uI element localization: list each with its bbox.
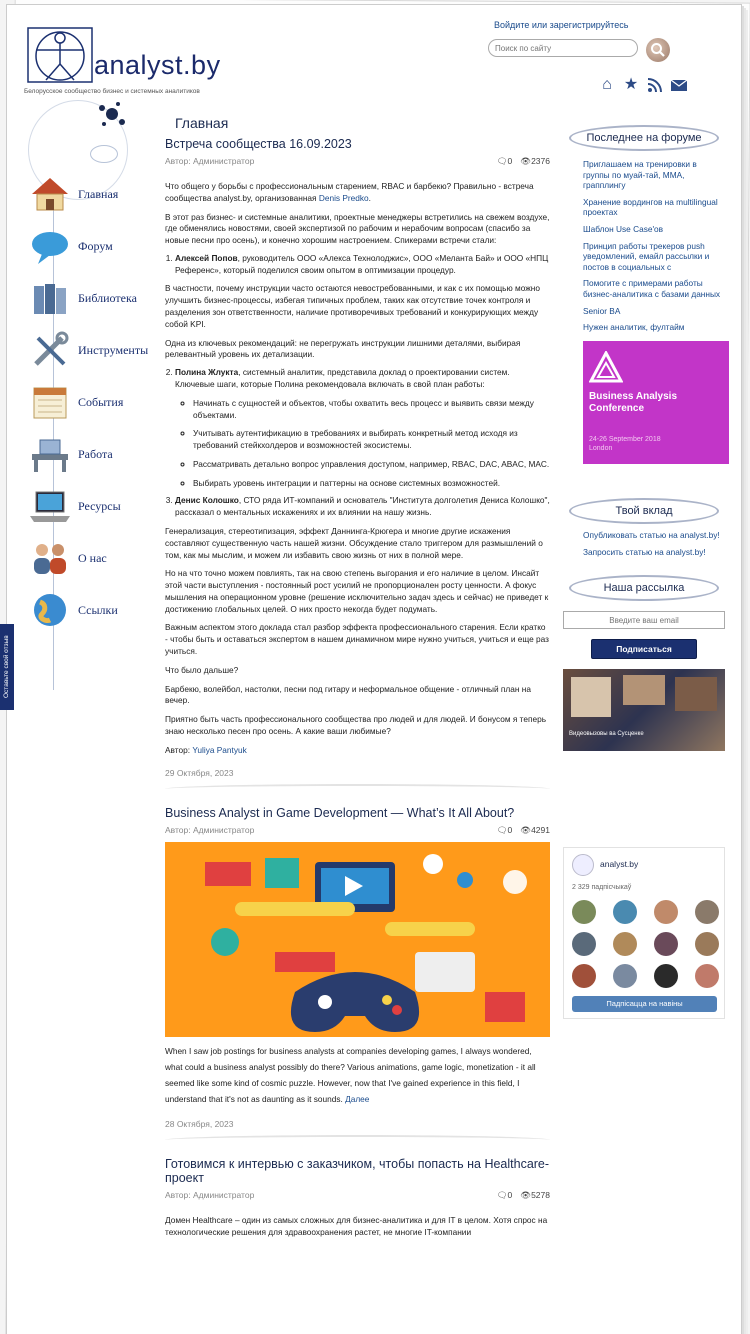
article-separator	[165, 784, 550, 794]
feedback-tab[interactable]: Оставьте свой отзыв	[0, 624, 14, 710]
header-icon-bar	[598, 76, 688, 94]
search-input[interactable]	[489, 40, 629, 56]
author-link-denis[interactable]: Denis Predko	[318, 192, 369, 203]
forum-list	[563, 159, 725, 333]
view-count: 👁2376	[520, 156, 550, 166]
laptop-icon	[28, 486, 72, 526]
eye-icon: 👁	[520, 825, 532, 836]
avatar[interactable]	[572, 964, 596, 988]
read-more-link[interactable]: Далее	[345, 1093, 370, 1104]
comment-count[interactable]: 🗨0	[496, 1190, 513, 1201]
forum-topic-link[interactable]: Senior BA	[583, 305, 621, 316]
search-box	[488, 39, 638, 57]
nav-item-links[interactable]: Ссылки	[28, 590, 158, 630]
list-item: ◦ Выбирать уровень интеграции и паттерны на основе системных возможностей.	[193, 478, 550, 490]
avatar[interactable]	[695, 900, 719, 924]
photo-tile	[675, 677, 717, 711]
books-icon	[28, 278, 72, 318]
speaker-item: 2. Полина Жлукта, системный аналитик, представила доклад о проектировании систем. Ключевые шаги, которые Полина рекомендовала включать в свой план работы: ◦ Начинать с сущностей и объектов, чтобы охватить весь процесс и выявить связи между объектами. ◦ Учитывать аутентификацию в требованиях и выбирать конкретный метод исходя из требований стейкхолдеров и возможностей экосистемы. ◦ Рассматривать детально вопрос управления доступом, например, RBAC, DAC, ABAC, MAC. ◦ Выбирать уровень интеграции и паттерны на основе системных возможностей.	[175, 367, 550, 489]
gamepad-illustration-icon	[165, 842, 550, 1037]
tools-icon	[28, 330, 72, 370]
newsletter-email-input[interactable]	[563, 611, 725, 629]
desk-icon	[28, 434, 72, 474]
login-register-link[interactable]: Войдите или зарегистрируйтесь	[494, 20, 629, 30]
subscribe-button[interactable]: Подписаться	[591, 639, 697, 659]
globe-icon	[28, 590, 72, 630]
home-house-icon	[28, 174, 72, 214]
nav-item-home[interactable]: Главная	[28, 174, 158, 214]
game-dev-illustration[interactable]	[165, 842, 550, 1037]
article-ba-gamedev	[165, 806, 550, 1145]
avatar[interactable]	[695, 964, 719, 988]
list-item: ◦ Начинать с сущностей и объектов, чтобы охватить весь процесс и выявить связи между объектами.	[193, 398, 550, 422]
site-tagline: Белорусское сообщество бизнес и системных аналитиков	[24, 88, 200, 95]
publish-article-link[interactable]: Опубликовать статью на analyst.by!	[583, 529, 720, 540]
view-count: 👁4291	[520, 825, 550, 836]
main-content	[165, 115, 550, 1239]
magnifier-icon	[646, 38, 670, 62]
speaker-item: 3. Денис Колошко, СТО ряда ИТ-компаний и основатель "Института долголетия Дениса Колошко", рассказал о ментальных искажениях и их влиянии на нашу жизнь.	[175, 495, 550, 519]
page-title: Главная	[175, 115, 229, 131]
forum-topic-link[interactable]: Хранение вордингов на multilingual проектах	[583, 196, 718, 218]
avatar[interactable]	[695, 932, 719, 956]
avatar[interactable]	[654, 932, 678, 956]
rss-icon[interactable]	[646, 76, 664, 94]
comment-count[interactable]: 🗨0	[496, 825, 513, 836]
speaker-item: 1. Алексей Попов, руководитель ООО «Алекса Технолоджис», ООО «Меланта Бай» и ООО «НПЦ Референс», который поделился своим опытом в оптимизации процедур.	[175, 253, 550, 277]
article-meta	[165, 825, 550, 836]
article-title[interactable]: Business Analyst in Game Development — What’s It All About?	[165, 806, 515, 821]
eye-icon: 👁	[520, 156, 532, 166]
vk-subscribe-button[interactable]: Падпісацца на навіны	[572, 996, 717, 1012]
article-author: Автор: Администратор	[165, 825, 255, 836]
comment-icon: 🗨	[496, 156, 508, 166]
vk-group-name[interactable]: analyst.by	[600, 859, 639, 870]
contribute-links	[563, 530, 725, 557]
author-link-yuliya[interactable]: Yuliya Pantyuk	[192, 744, 247, 755]
article-community-meetup	[165, 137, 550, 794]
article-author: Автор: Администратор	[165, 1190, 255, 1201]
avatar[interactable]	[572, 932, 596, 956]
sidebar	[563, 125, 725, 1019]
forum-section-header: Последнее на форуме	[569, 125, 719, 151]
site-logo[interactable]	[22, 24, 242, 104]
mail-icon[interactable]	[670, 76, 688, 94]
avatar[interactable]	[654, 964, 678, 988]
avatar[interactable]	[613, 932, 637, 956]
article-excerpt: When I saw job postings for business analysts at companies developing games, I always wondered, what could a business analyst possibly do there? Various animations, game logic, monetization - it all seemed like some kind of cosmic puzzle. However, now that I've gained experience in this field, I understand that it's not as daunting as it sounds. Далее	[165, 1046, 536, 1104]
article-author: Автор: Администратор	[165, 156, 255, 166]
nav-item-about[interactable]: О нас	[28, 538, 158, 578]
vitruvian-logo-icon	[24, 26, 94, 84]
nav-item-jobs[interactable]: Работа	[28, 434, 158, 474]
list-item: ◦ Учитывать аутентификацию в требованиях и выбирать конкретный метод исходя из требований стейкхолдеров и возможностей экосистемы.	[193, 428, 550, 452]
people-icon	[28, 538, 72, 578]
search-button[interactable]	[646, 38, 670, 62]
article-meta	[165, 1190, 550, 1201]
article-healthcare-interview	[165, 1157, 550, 1239]
list-item: ◦ Рассматривать детально вопрос управления доступом, например, RBAC, DAC, ABAC, MAC.	[193, 459, 550, 471]
nav-item-tools[interactable]: Инструменты	[28, 330, 158, 370]
article-body: Что общего у борьбы с профессиональным старением, RBAC и барбекю? Правильно - встреча сообщества analyst.by, организованная Denis Predko. В этот раз бизнес- и системные аналитики, проектные менеджеры встретились на свежем воздухе, где обменялись новостями, своей экспертизой по рабочим и нерабочим вопросам (спасибо за новые песни про осень), и конечно хорошим настроением. Спикерами встречи стали: 1. Алексей Попов, руководитель ООО «Алекса Технолоджис», ООО «Меланта Бай» и ООО «НПЦ Референс», который поделился своим опытом в оптимизации процедур. В частности, почему инструкции часто остаются невостребованными, и как с их помощью можно улучшить бизнес-процессы, избегая типичных проблем, таких как отсутствие точек контроля и разделения зон ответственности, наличие противоречивых требований и конкурирующих между собой KPI. Одна из ключевых рекомендаций: не перегружать инструкции лишними деталями, выбирая релевантный уровень их детализации. 2. Полина Жлукта, системный аналитик, представила доклад о проектировании систем. Ключевые шаги, которые Полина рекомендовала включать в свой план работы: ◦ Начинать с сущностей и объектов, чтобы охватить весь процесс и выявить связи между объектами. ◦ Учитывать аутентификацию в требованиях и выбирать конкретный метод исходя из требований стейкхолдеров и возможностей экосистемы. ◦ Рассматривать детально вопрос управления доступом, например, RBAC, DAC, ABAC, MAC. ◦ Выбирать уровень интеграции и паттерны на основе системных возможностей. 3. Денис Колошко, СТО ряда ИТ-компаний и основатель "Института долголетия Дениса Колошко", рассказал о ментальных искажениях и их влиянии на нашу жизнь. Генерализация, стереотипизация, эффект Даннинга-Крюгера и многие другие искажения составляют существенную часть нашей жизни. Обсуждение стало триггером для размышлений о том, как мы мыслим, и можем ли избавить свою жизнь от них в полной мере. Но на что точно можем повлиять, так на свою степень выгорания и его наличие в целом. Инсайт этой части выступления - постоянный рост усилий не пропорционален росту ценности. А фокус мышления на операционном уровне (решение исключительно задач здесь и сейчас) не приведет к достижению глобальных целей. О них просто некогда будет подумать. Важным аспектом этого доклада стал разбор эффекта профессионального старения. Если кратко - чтобы быть и оставаться экспертом в нашем динамичном мире нужно учиться, учиться и еще раз учиться. Что было дальше? Барбекю, волейбол, настолки, песни под гитару и неформальное общение - отличный план на вечер. Приятно быть часть профессионального сообщества про людей и для людей. И бонусом я теперь знаю несколько песен про осень. А какие ваши любимые? Автор: Yuliya Pantyuk	[165, 181, 550, 756]
vk-group-avatar[interactable]	[572, 854, 594, 876]
request-article-link[interactable]: Запросить статью на analyst.by!	[583, 546, 706, 557]
article-excerpt: Домен Healthcare – один из самых сложных для бизнес-аналитика и для IT в целом. Хотя спрос на технологические решения для здравоохранения растет, не многие IT-компании	[165, 1215, 548, 1238]
forum-topic-link[interactable]: Принцип работы трекеров push уведомлений, емайл рассылки и постов в социальных с	[583, 240, 710, 272]
avatar[interactable]	[654, 900, 678, 924]
article-date: 29 Октября, 2023	[165, 768, 234, 779]
forum-topic-link[interactable]: Приглашаем на тренировки в группы по муай-тай, ММА, грапплингу	[583, 159, 697, 191]
nav-item-library[interactable]: Библиотека	[28, 278, 158, 318]
forum-topic-link[interactable]: Шаблон Use Case'ов	[583, 224, 664, 235]
comment-count[interactable]: 🗨0	[496, 156, 513, 166]
comment-icon: 🗨	[496, 1190, 508, 1201]
article-meta	[165, 156, 550, 167]
eye-icon: 👁	[520, 1190, 532, 1201]
newsletter-section-header: Наша рассылка	[569, 575, 719, 601]
conference-logo-icon	[589, 351, 623, 385]
avatar[interactable]	[613, 964, 637, 988]
article-title[interactable]: Встреча сообщества 16.09.2023	[165, 137, 352, 151]
forum-topic-link[interactable]: Помогите с примерами работы бизнес-аналитика с базами данных	[583, 278, 721, 300]
calendar-icon	[28, 382, 72, 422]
conference-title: Business Analysis Conference	[589, 390, 678, 415]
avatar[interactable]	[572, 900, 596, 924]
photo-tile	[623, 675, 665, 705]
avatar[interactable]	[613, 900, 637, 924]
photo-caption: Видеовызовы ва Сусценке	[569, 731, 644, 738]
conference-info: 24-26 September 2018 London	[589, 435, 661, 453]
conference-banner[interactable]	[583, 341, 729, 464]
nav-item-resources[interactable]: Ресурсы	[28, 486, 158, 526]
photo-tile	[571, 677, 611, 717]
vk-widget	[563, 847, 725, 1019]
nav-item-events[interactable]: События	[28, 382, 158, 422]
forum-topic-link[interactable]: Нужен аналитик, фултайм	[583, 322, 685, 333]
community-photo-collage[interactable]	[563, 669, 725, 751]
article-title[interactable]: Готовимся к интервью с заказчиком, чтобы попасть на Healthcare-проект	[165, 1157, 550, 1186]
site-name: analyst.by	[94, 50, 221, 80]
ink-splash-icon	[94, 98, 130, 132]
article-separator	[165, 1135, 550, 1145]
star-icon[interactable]: ★	[623, 76, 639, 93]
article-date: 28 Октября, 2023	[165, 1119, 234, 1130]
vk-avatar-grid	[572, 900, 719, 988]
nav-item-forum[interactable]: Форум	[28, 226, 158, 266]
comment-icon: 🗨	[496, 825, 508, 836]
view-count: 👁5278	[520, 1190, 550, 1201]
vk-subscriber-count: 2 329 падпісчыкаў	[572, 884, 632, 892]
contribute-section-header: Твой вклад	[569, 498, 719, 524]
home-icon[interactable]: ⌂	[602, 76, 612, 93]
speech-bubble-icon	[28, 226, 72, 266]
